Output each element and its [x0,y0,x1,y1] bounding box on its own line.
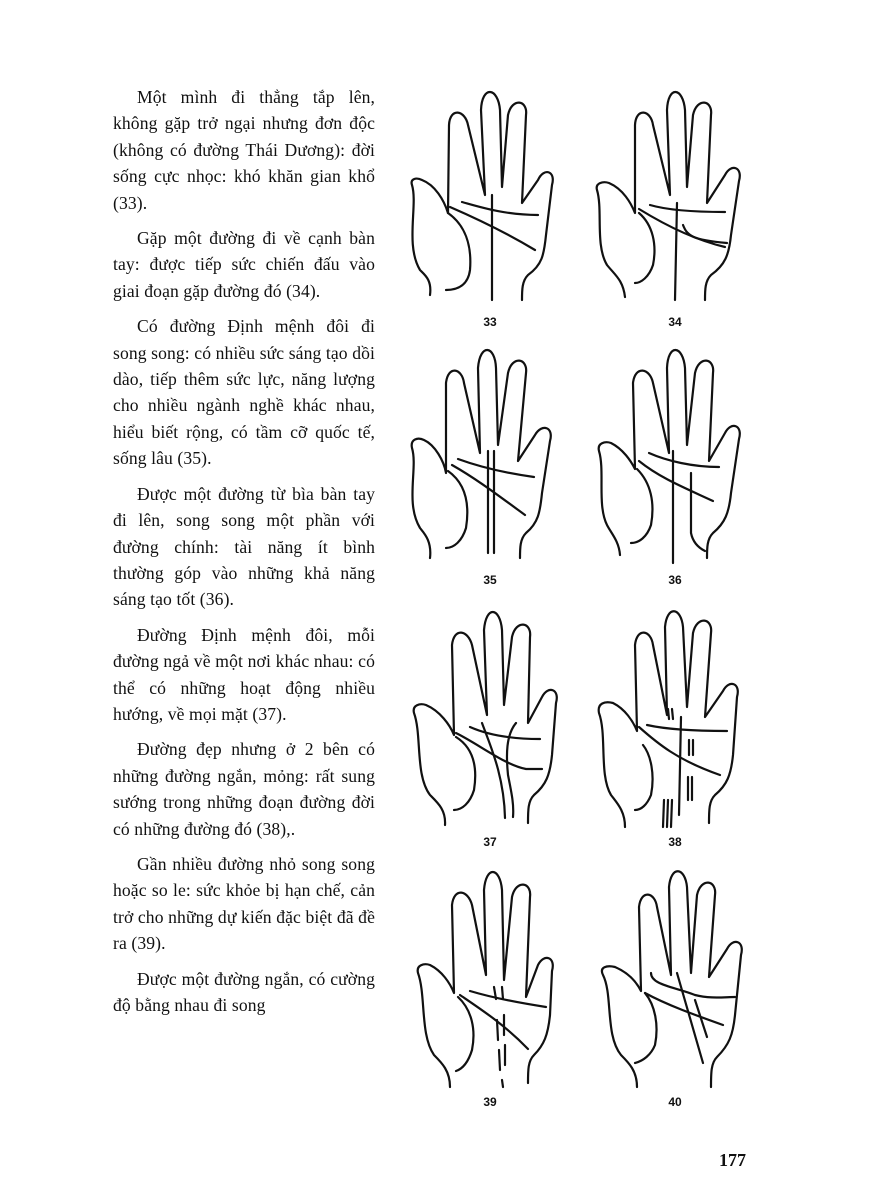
palm-drawing-icon [595,343,755,573]
palm-drawing-icon [410,865,570,1095]
paragraph-40-start: Được một đường ngắn, có cường độ bằng nhau đi song [113,968,375,1015]
body-text-column [113,84,375,1027]
paragraph-33: Một mình đi thẳng tắp lên, không gặp trở ngại nhưng đơn độc (không có đường Thái Dương): đời sống cực nhọc: khó khăn gian khổ (33). [113,87,375,213]
figure-34 [595,85,755,335]
figure-label: 33 [483,315,497,329]
figure-40 [595,865,755,1115]
figure-label: 34 [668,315,682,329]
figure-33 [410,85,570,335]
palm-drawing-icon [410,343,570,573]
paragraph-37: Đường Định mệnh đôi, mỗi đường ngả về một nơi khác nhau: có thể có những hoạt động nhiều hướng, về mọi mặt (37). [113,624,375,724]
palm-drawing-icon [595,85,755,315]
paragraph-34: Gặp một đường đi về cạnh bàn tay: được tiếp sức chiến đấu vào giai đoạn gặp đường đó (34). [113,228,375,301]
page-number: 177 [719,1150,746,1170]
paragraph-35: Có đường Định mệnh đôi đi song song: có nhiều sức sáng tạo dồi dào, tiếp thêm sức lực, năng lượng cho nhiều ngành nghề khác nhau, hiểu biết rộng, có tầm cỡ quốc tế, sống lâu (35). [113,316,375,469]
figure-37 [410,605,570,855]
palm-drawing-icon [595,865,755,1095]
paragraph-38: Đường đẹp nhưng ở 2 bên có những đường ngắn, mỏng: rất sung sướng trong những đoạn đường đời có những đường đó (38),. [113,739,375,839]
figure-36 [595,343,755,593]
figure-35 [410,343,570,593]
palm-drawing-icon [595,605,755,835]
figure-label: 35 [483,573,497,587]
paragraph-36: Được một đường từ bìa bàn tay đi lên, song song một phần với đường chính: tài năng ít bình thường góp vào những khả năng sáng tạo tốt (36). [113,483,375,610]
figure-label: 38 [668,835,682,849]
palm-drawing-icon [410,85,570,315]
figure-39 [410,865,570,1115]
paragraph-39: Gần nhiều đường nhỏ song song hoặc so le: sức khỏe bị hạn chế, cản trở cho những dự kiến đặc biệt đã đề ra (39). [113,853,375,954]
palm-drawing-icon [410,605,570,835]
figure-label: 39 [483,1095,497,1109]
figure-label: 40 [668,1095,682,1109]
figure-38 [595,605,755,855]
figure-label: 36 [668,573,682,587]
figure-label: 37 [483,835,497,849]
